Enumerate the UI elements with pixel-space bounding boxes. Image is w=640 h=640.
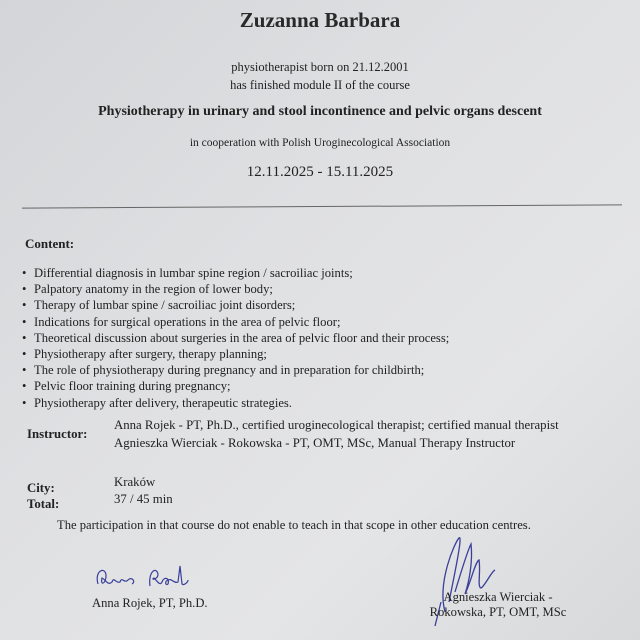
city-label: City:: [27, 481, 55, 495]
total-value: 37 / 45 min: [114, 492, 173, 506]
divider: [22, 204, 622, 208]
disclaimer-note: The participation in that course do not enable to teach in that scope in other education centres.: [57, 518, 531, 532]
list-item: • Therapy of lumbar spine / sacroiliac joint disorders;: [20, 297, 449, 313]
course-dates: 12.11.2025 - 15.11.2025: [246, 164, 394, 180]
list-item: • Indications for surgical operations in the area of pelvic floor;: [20, 314, 449, 330]
content-heading: Content:: [25, 236, 75, 251]
list-item: • Pelvic floor training during pregnancy;: [20, 378, 449, 394]
course-title: Physiotherapy in urinary and stool incontinence and pelvic organs descent: [98, 104, 542, 119]
cooperation-line: in cooperation with Polish Uroginecological Association: [189, 137, 451, 149]
recipient-line: physiotherapist born on 21.12.2001: [231, 60, 409, 74]
total-label: Total:: [27, 497, 60, 511]
content-list: [20, 265, 449, 411]
instructor-1: Anna Rojek - PT, Ph.D., certified uroginecological therapist; certified manual therapist: [114, 418, 559, 432]
signature-anna-rojek: [92, 560, 212, 596]
city-value: Kraków: [114, 475, 156, 489]
list-item: • Theoretical discussion about surgeries in the area of pelvic floor and their process;: [20, 330, 449, 346]
list-item: • Physiotherapy after delivery, therapeutic strategies.: [20, 395, 449, 411]
list-item: • Differential diagnosis in lumbar spine region / sacroiliac joints;: [20, 265, 449, 281]
recipient-name: Zuzanna Barbara: [239, 8, 401, 32]
instructor-2: Agnieszka Wierciak - Rokowska - PT, OMT, MSc, Manual Therapy Instructor: [114, 436, 516, 450]
signature-name-2-line2: Rokowska, PT, OMT, MSc: [429, 605, 567, 619]
list-item: • The role of physiotherapy during pregnancy and in preparation for childbirth;: [20, 362, 449, 378]
list-item: • Palpatory anatomy in the region of lower body;: [20, 281, 449, 297]
instructor-label: Instructor:: [27, 427, 88, 441]
signature-name-2-line1: Agnieszka Wierciak -: [443, 590, 553, 604]
completion-line: has finished module II of the course: [230, 78, 410, 92]
list-item: • Physiotherapy after surgery, therapy planning;: [20, 346, 449, 362]
signature-name-1: Anna Rojek, PT, Ph.D.: [92, 596, 208, 610]
